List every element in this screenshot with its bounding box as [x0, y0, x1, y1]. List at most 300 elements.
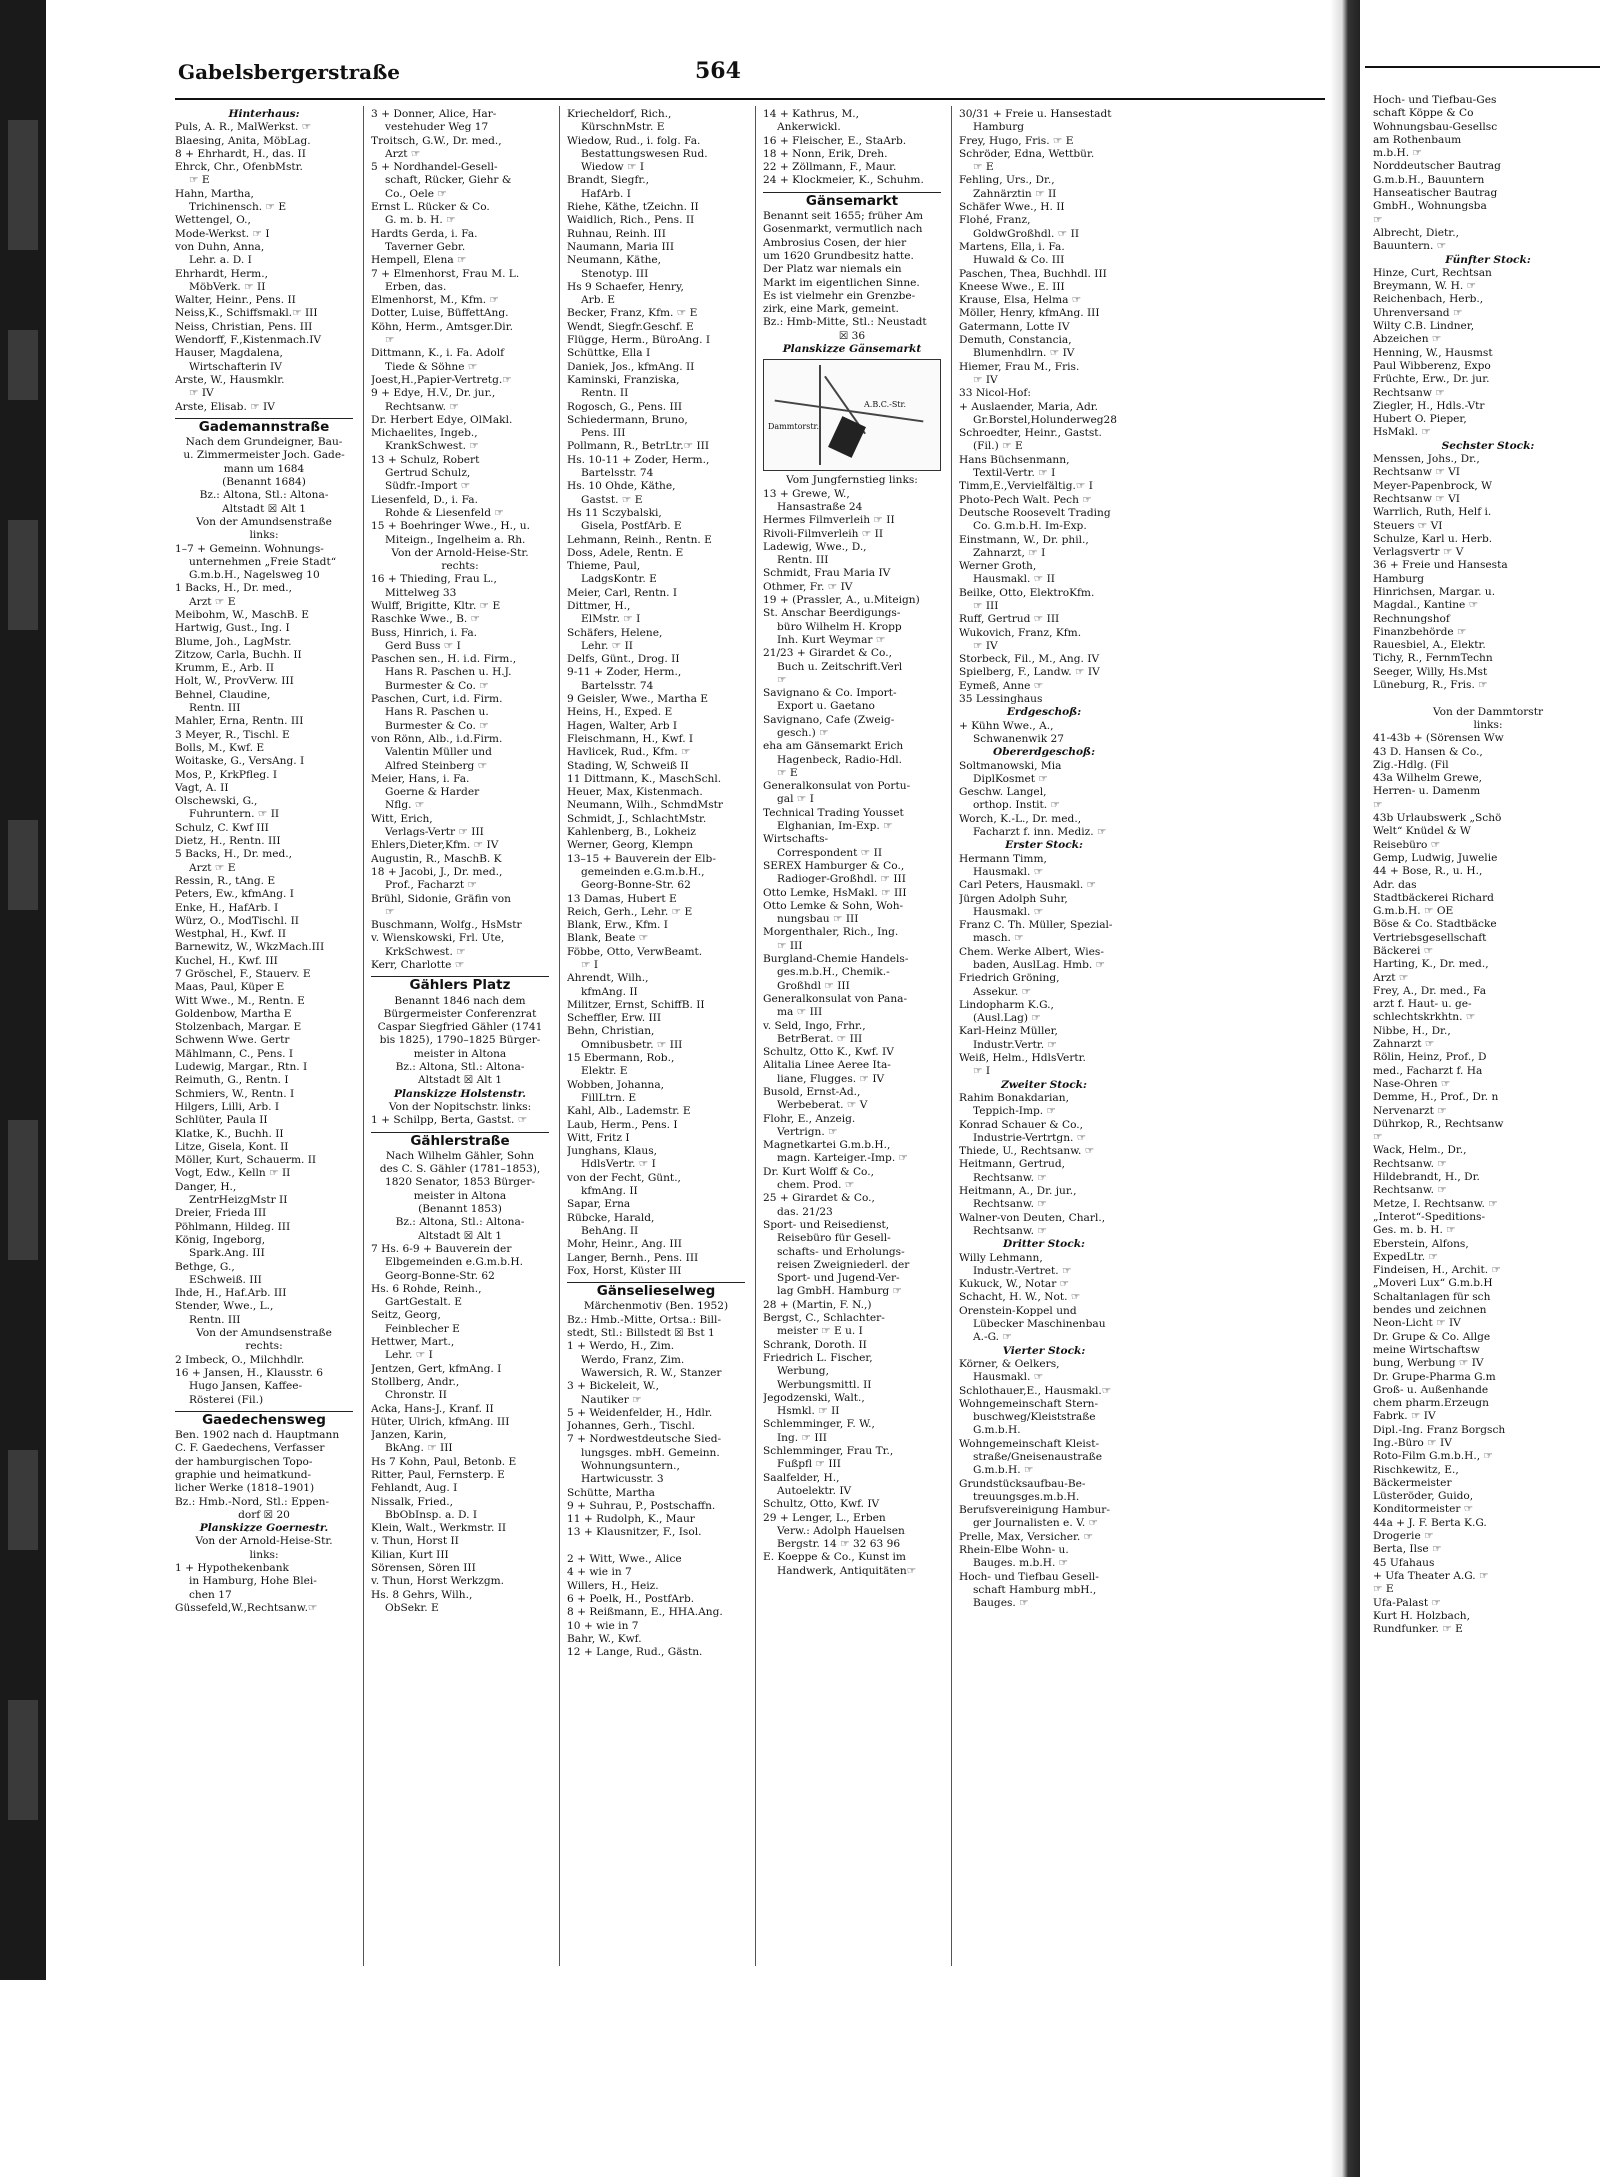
- directory-entry: Correspondent ☞ II: [777, 846, 883, 859]
- directory-entry: Schulze, Karl u. Herb.: [1373, 532, 1493, 545]
- directory-entry: Hahn, Martha,: [175, 187, 254, 200]
- directory-entry: Caspar Siegfried Gähler (1741: [377, 1021, 543, 1034]
- directory-entry: Hilgers, Lilli, Arb. I: [175, 1100, 280, 1113]
- directory-entry: ZentrHeizgMstr II: [189, 1194, 288, 1207]
- directory-entry: 2 Imbeck, O., Milchhdlr.: [175, 1353, 305, 1366]
- directory-entry: GmbH., Wohnungsba: [1373, 200, 1487, 213]
- directory-entry: Abzeichen ☞: [1373, 333, 1442, 346]
- directory-entry: Nibbe, H., Dr.,: [1373, 1024, 1451, 1037]
- directory-entry: Hs. 10 Ohde, Käthe,: [567, 480, 676, 493]
- directory-entry: Martens, Ella, i. Fa.: [959, 240, 1065, 253]
- directory-entry: Hs 9 Schaefer, Henry,: [567, 280, 684, 293]
- directory-entry: Bz.: Altona, Stl.: Altona-: [199, 489, 329, 502]
- directory-entry: Demme, H., Prof., Dr. n: [1373, 1091, 1499, 1104]
- directory-entry: Kahl, Alb., Lademstr. E: [567, 1105, 691, 1118]
- directory-entry: Bartelsstr. 74: [581, 679, 654, 692]
- directory-entry: Paschen, Curt, i.d. Firm.: [371, 693, 503, 706]
- directory-entry: Neiss,K., Schiffsmakl.☞ III: [175, 307, 318, 320]
- directory-entry: Gerd Buss ☞ I: [385, 639, 461, 652]
- directory-entry: Altstadt ☒ Alt 1: [418, 1074, 502, 1087]
- directory-entry: KrkSchwest. ☞: [385, 945, 466, 958]
- directory-entry: 13 + Klausnitzer, F., Isol.: [567, 1526, 702, 1539]
- directory-entry: Vom Jungfernstieg links:: [786, 474, 918, 487]
- directory-entry: Ressin, R., tAng. E: [175, 874, 276, 887]
- directory-entry: Zahnärztin ☞ II: [973, 187, 1057, 200]
- directory-entry: Co., Oele ☞: [385, 187, 447, 200]
- directory-entry: Wohngemeinschaft Kleist-: [959, 1437, 1100, 1450]
- directory-entry: St. Anschar Beerdigungs-: [763, 607, 901, 620]
- directory-entry: Saalfelder, H.,: [763, 1471, 840, 1484]
- directory-entry: Savignano & Co. Import-: [763, 687, 897, 700]
- directory-entry: Föbbe, Otto, VerwBeamt.: [567, 945, 703, 958]
- directory-entry: Textil-Vertr. ☞ I: [973, 467, 1056, 480]
- directory-entry: Verlagsvertr ☞ V: [1373, 546, 1464, 559]
- directory-entry: Elektr. E: [581, 1065, 628, 1078]
- directory-entry: kfmAng. II: [581, 985, 638, 998]
- directory-entry: Von der Arnold-Heise-Str.: [195, 1535, 333, 1548]
- directory-entry: Bz.: Hmb.-Mitte, Ortsa.: Bill-: [567, 1313, 722, 1326]
- directory-entry: Witt, Erich,: [371, 812, 433, 825]
- directory-entry: Groß- u. Außenhande: [1373, 1383, 1489, 1396]
- directory-entry: Dr. Grupe-Pharma G.m: [1373, 1370, 1496, 1383]
- directory-entry: schaft Köppe & Co: [1373, 107, 1474, 120]
- directory-entry: Wendorff, F.,Kistenmach.IV: [175, 334, 322, 347]
- directory-entry: Von der Dammtorstr: [1432, 705, 1544, 718]
- directory-entry: [567, 1540, 745, 1553]
- directory-entry: Hüter, Ulrich, kfmAng. III: [371, 1415, 510, 1428]
- directory-entry: Werner Groth,: [959, 560, 1037, 573]
- directory-entry: 5 + Nordhandel-Gesell-: [371, 161, 498, 174]
- directory-entry: meister in Altona: [413, 1189, 507, 1202]
- directory-entry: schlechtskrkhtn. ☞: [1373, 1011, 1476, 1024]
- directory-entry: masch. ☞: [973, 932, 1024, 945]
- directory-entry: Rentn. III: [777, 554, 829, 567]
- directory-entry: Vertriebsgesellschaft: [1373, 931, 1487, 944]
- directory-entry: Chronstr. II: [385, 1389, 447, 1402]
- directory-entry: licher Werke (1818–1901): [175, 1482, 315, 1495]
- directory-entry: Buschmann, Wolfg., HsMstr: [371, 919, 522, 932]
- directory-entry: Dittmer, H.,: [567, 599, 631, 612]
- street-heading: Gählerstraße: [371, 1132, 549, 1148]
- directory-entry: ☞ I: [581, 959, 599, 971]
- next-page-fragment: [1365, 0, 1600, 2177]
- directory-entry: Liesenfeld, D., i. Fa.: [371, 493, 478, 506]
- directory-entry: ☞: [385, 334, 395, 347]
- directory-entry: Rechtsanw ☞: [1373, 386, 1445, 399]
- directory-entry: Reisebüro ☞: [1373, 838, 1441, 851]
- directory-entry: Stading, W, Schweiß II: [567, 759, 689, 772]
- directory-entry: u. Zimmermeister Joch. Gade-: [183, 449, 345, 462]
- directory-entry: Nautiker ☞: [581, 1393, 642, 1406]
- directory-entry: Welt“ Knüdel & W: [1373, 825, 1471, 838]
- directory-entry: 3 Meyer, R., Tischl. E: [175, 728, 290, 741]
- directory-entry: m.b.H. ☞: [1373, 147, 1423, 160]
- next-page-column: [1373, 94, 1600, 1924]
- directory-entry: ☞: [1373, 798, 1383, 811]
- directory-entry: 6 + Poelk, H., PostfArb.: [567, 1592, 695, 1605]
- directory-entry: Bz.: Hmb-Mitte, Stl.: Neustadt: [763, 316, 927, 329]
- directory-entry: Wirtschafterin IV: [189, 360, 282, 373]
- directory-entry: Omnibusbetr. ☞ III: [581, 1038, 683, 1051]
- directory-entry: Neumann, Wilh., SchmdMstr: [567, 799, 723, 812]
- directory-entry: Finanzbehörde ☞: [1373, 625, 1467, 638]
- directory-entry: dorf ☒ 20: [238, 1508, 290, 1521]
- directory-entry: 14 + Kathrus, M.,: [763, 108, 860, 120]
- directory-entry: ☞: [385, 905, 395, 918]
- directory-entry: Pöhlmann, Hildeg. III: [175, 1220, 291, 1233]
- directory-entry: Becker, Franz, Kfm. ☞ E: [567, 307, 698, 320]
- directory-entry: Gertrud Schulz,: [385, 467, 471, 480]
- directory-entry: BetrBerat. ☞ III: [777, 1032, 863, 1045]
- directory-entry: Chem. Werke Albert, Wies-: [959, 945, 1104, 958]
- directory-entry: Joest,H.,Papier-Vertretg.☞: [371, 373, 512, 386]
- directory-entry: Rohde & Liesenfeld ☞: [385, 506, 504, 519]
- directory-entry: Facharzt f. inn. Mediz. ☞: [973, 826, 1107, 839]
- directory-entry: Werner, Georg, Klempn: [567, 839, 693, 852]
- directory-entry: Rentn. III: [189, 1313, 241, 1326]
- directory-entry: Drogerie ☞: [1373, 1530, 1434, 1543]
- directory-entry: schaft, Rücker, Giehr &: [385, 174, 512, 187]
- directory-entry: Warrlich, Ruth, Helf i.: [1373, 506, 1492, 519]
- column-divider: [951, 106, 952, 1966]
- directory-entry: 36 + Freie und Hansesta: [1373, 559, 1508, 572]
- scan-edge-left: [0, 0, 46, 1980]
- directory-entry: Gr.Borstel,Holunderweg28: [973, 413, 1118, 426]
- directory-entry: (Benannt 1853): [418, 1203, 502, 1216]
- directory-entry: Schmidt, Frau Maria IV: [763, 567, 891, 580]
- directory-entry: Buss, Hinrich, i. Fa.: [371, 626, 478, 639]
- directory-entry: FillLtrn. E: [581, 1091, 637, 1104]
- directory-entry: Schwanenwik 27: [973, 732, 1065, 745]
- directory-entry: Kriecheldorf, Rich.,: [567, 108, 672, 120]
- floor-subheading: Planskizze Holstenstr.: [394, 1087, 526, 1100]
- directory-entry: Raschke Wwe., B. ☞: [371, 613, 481, 626]
- directory-entry: Schüttke, Ella I: [567, 347, 651, 360]
- directory-entry: Ruff, Gertrud ☞ III: [959, 613, 1060, 626]
- directory-entry: Hausmakl. ☞ II: [973, 573, 1055, 586]
- directory-entry: Würz, O., ModTischl. II: [175, 914, 299, 927]
- directory-entry: lag GmbH. Hamburg ☞: [777, 1285, 903, 1298]
- directory-entry: Südfr.-Import ☞: [385, 480, 471, 493]
- directory-entry: BkAng. ☞ III: [385, 1442, 453, 1455]
- directory-entry: Roto-Film G.m.b.H., ☞: [1373, 1450, 1493, 1463]
- directory-entry: Schulz, C. Kwf III: [175, 821, 269, 834]
- directory-entry: Alfred Steinberg ☞: [385, 759, 488, 772]
- directory-entry: Ambrosius Cosen, der hier: [763, 236, 907, 249]
- directory-entry: Werbung,: [777, 1365, 829, 1378]
- directory-entry: 9 + Edye, H.V., Dr. jur.,: [371, 387, 496, 400]
- directory-entry: Brandt, Siegfr.,: [567, 174, 650, 187]
- directory-entry: Thiede, U., Rechtsanw. ☞: [959, 1145, 1095, 1158]
- directory-entry: „Interot“-Speditions-: [1373, 1210, 1486, 1223]
- directory-entry: Walner-von Deuten, Charl.,: [959, 1211, 1106, 1224]
- directory-entry: C. F. Gaedechens, Verfasser: [175, 1442, 325, 1455]
- directory-entry: Zig.-Hdlg. (Fil: [1373, 758, 1449, 771]
- directory-entry: 44a + J. F. Berta K.G.: [1373, 1516, 1487, 1529]
- directory-entry: Inh. Kurt Weymar ☞: [777, 633, 886, 646]
- directory-entry: gal ☞ I: [777, 793, 814, 806]
- directory-entry: Werbeberat. ☞ V: [777, 1099, 868, 1112]
- directory-entry: Wohngemeinschaft Stern-: [959, 1397, 1099, 1410]
- directory-entry: Seeger, Willy, Hs.Mst: [1373, 665, 1488, 678]
- directory-entry: Dreier, Frieda III: [175, 1207, 267, 1220]
- directory-entry: GartGestalt. E: [385, 1296, 462, 1309]
- directory-entry: Langer, Bernh., Pens. III: [567, 1251, 699, 1264]
- directory-entry: 44 + Bose, R., u. H.,: [1373, 865, 1483, 878]
- directory-entry: 13 Damas, Hubert E: [567, 892, 677, 905]
- directory-entry: Rentn. II: [581, 387, 629, 400]
- directory-entry: Barnewitz, W., WkzMach.III: [175, 941, 325, 954]
- directory-entry: Wobben, Johanna,: [567, 1078, 665, 1091]
- directory-entry: Paschen, Thea, Buchhdl. III: [959, 267, 1107, 280]
- directory-entry: Stender, Wwe., L.,: [175, 1300, 274, 1313]
- directory-entry: Woitaske, G., VersAng. I: [175, 755, 305, 768]
- directory-entry: Buch u. Zeitschrift.Verl: [777, 660, 903, 673]
- floor-subheading: Zweiter Stock:: [1001, 1078, 1087, 1091]
- directory-entry: Dotter, Luise, BüffettAng.: [371, 307, 509, 320]
- directory-entry: 5 Backs, H., Dr. med.,: [175, 848, 293, 861]
- sketch-square: [828, 416, 866, 458]
- directory-entry: Dittmann, K., i. Fa. Adolf: [371, 347, 505, 360]
- directory-entry: Junghans, Klaus,: [567, 1145, 658, 1158]
- directory-entry: Rivoli-Filmverleih ☞ II: [763, 527, 884, 540]
- directory-entry: Von der Arnold-Heise-Str.: [391, 546, 529, 559]
- directory-entry: orthop. Instit. ☞: [973, 799, 1060, 812]
- directory-entry: ☞ E: [973, 161, 994, 174]
- directory-entry: Rübcke, Harald,: [567, 1211, 655, 1224]
- directory-entry: Blank, Beate ☞: [567, 932, 649, 945]
- directory-entry: Michaelites, Ingeb.,: [371, 427, 478, 440]
- directory-entry: Stollberg, Andr.,: [371, 1375, 460, 1388]
- street-heading: Gaedechensweg: [175, 1411, 353, 1427]
- directory-entry: Fuhruntern. ☞ II: [189, 808, 280, 821]
- directory-entry: 35 Lessinghaus: [959, 693, 1043, 706]
- directory-entry: HafArb. I: [581, 187, 631, 200]
- directory-entry: Wendt, Siegfr.Geschf. E: [567, 320, 694, 333]
- directory-entry: Worch, K.-L., Dr. med.,: [959, 812, 1082, 825]
- directory-entry: Thieme, Paul,: [567, 560, 641, 573]
- directory-entry: Hauser, Magdalena,: [175, 347, 283, 360]
- directory-entry: 2 + Witt, Wwe., Alice: [567, 1553, 682, 1566]
- directory-entry: Karl-Heinz Müller,: [959, 1025, 1058, 1038]
- directory-entry: 13 + Schulz, Robert: [371, 453, 480, 466]
- directory-entry: Wack, Helm., Dr.,: [1373, 1144, 1467, 1157]
- directory-entry: Burgland-Chemie Handels-: [763, 953, 909, 966]
- directory-entry: Naumann, Maria III: [567, 240, 675, 253]
- floor-subheading: Vierter Stock:: [1002, 1344, 1086, 1357]
- page-header: [175, 58, 1325, 100]
- directory-entry: 43b Urlaubswerk „Schö: [1373, 812, 1502, 825]
- directory-entry: Meyer-Papenbrock, W: [1373, 479, 1493, 492]
- directory-entry: LadgsKontr. E: [581, 573, 657, 586]
- directory-entry: 5 + Weidenfelder, H., Hdlr.: [567, 1406, 713, 1419]
- directory-entry: 13–15 + Bauverein der Elb-: [567, 852, 716, 865]
- directory-entry: Grundstücksaufbau-Be-: [959, 1477, 1086, 1490]
- directory-entry: Friedrich Gröning,: [959, 972, 1060, 985]
- directory-entry: Pens. III: [581, 427, 626, 440]
- directory-entry: Mos, P., KrkPfleg. I: [175, 768, 278, 781]
- directory-entry: BehAng. II: [581, 1224, 639, 1237]
- directory-entry: Behnel, Claudine,: [175, 688, 271, 701]
- directory-entry: Willy Lehmann,: [959, 1251, 1043, 1264]
- directory-entry: med., Facharzt f. Ha: [1373, 1064, 1483, 1077]
- directory-entry: A.-G. ☞: [973, 1331, 1012, 1344]
- directory-entry: 3 + Bickeleit, W.,: [567, 1380, 659, 1393]
- directory-entry: Bz.: Altona, Stl.: Altona-: [395, 1061, 525, 1074]
- directory-entry: 45 Ufahaus: [1373, 1556, 1435, 1569]
- directory-entry: ☞ E: [1373, 1583, 1394, 1596]
- directory-entry: Menssen, Johs., Dr.,: [1373, 453, 1480, 466]
- directory-entry: Lübecker Maschinenbau: [973, 1318, 1106, 1331]
- directory-entry: Storbeck, Fil., M., Ang. IV: [959, 653, 1100, 666]
- directory-entry: Gisela, PostfArb. E: [581, 520, 682, 533]
- directory-entry: Von der Amundsenstraße: [196, 1327, 332, 1340]
- directory-entry: Schäfers, Helene,: [567, 626, 663, 639]
- directory-entry: bendes und zeichnen: [1373, 1304, 1487, 1317]
- directory-entry: Dr. Herbert Edye, OlMakl.: [371, 413, 513, 426]
- directory-entry: Dipl.-Ing. Franz Borgsch: [1373, 1423, 1506, 1436]
- directory-entry: Einstmann, W., Dr. phil.,: [959, 533, 1089, 546]
- directory-entry: Kneese Wwe., E. III: [959, 280, 1065, 293]
- directory-entry: Mittelweg 33: [385, 586, 457, 599]
- directory-entry: Kurt H. Holzbach,: [1373, 1609, 1470, 1622]
- directory-entry: Otto Lemke, HsMakl. ☞ III: [763, 886, 907, 899]
- directory-entry: Verlags-Vertr ☞ III: [385, 826, 484, 839]
- directory-entry: Demuth, Constancia,: [959, 334, 1072, 347]
- directory-entry: Riehe, Käthe, tZeichn. II: [567, 201, 699, 214]
- directory-entry: Peters, Ew., kfmAng. I: [175, 888, 294, 901]
- directory-entry: G. m. b. H. ☞: [385, 214, 456, 227]
- directory-entry: Ritter, Paul, Fernsterp. E: [371, 1468, 505, 1481]
- directory-entry: 9 Geisler, Wwe., Martha E: [567, 693, 709, 706]
- directory-entry: Schröder, Edna, Wettbür.: [959, 147, 1095, 160]
- directory-entry: 16 + Thieding, Frau L.,: [371, 573, 497, 586]
- directory-entry: Radioger-Großhdl. ☞ III: [777, 873, 906, 886]
- directory-entry: graphie und heimatkund-: [175, 1468, 312, 1481]
- directory-entry: „Moveri Lux“ G.m.b.H: [1373, 1277, 1493, 1290]
- directory-entry: Dührkop, R., Rechtsanw: [1373, 1117, 1504, 1130]
- directory-entry: Havlicek, Rud., Kfm. ☞: [567, 746, 691, 759]
- directory-entry: Mode-Werkst. ☞ I: [175, 227, 270, 240]
- directory-entry: Delfs, Günt., Drog. II: [567, 653, 680, 666]
- directory-entry: Altstadt ☒ Alt 1: [222, 502, 306, 515]
- directory-entry: 21/23 + Girardet & Co.,: [763, 647, 892, 660]
- directory-entry: Hans Büchsenmann,: [959, 453, 1070, 466]
- directory-entry: Export u. Gaetano: [777, 700, 875, 713]
- directory-entry: Flohé, Franz,: [959, 214, 1031, 227]
- directory-entry: Danger, H.,: [175, 1180, 237, 1193]
- directory-entry: Bäckerei ☞: [1373, 945, 1434, 957]
- directory-entry: Hinze, Curt, Rechtsan: [1373, 266, 1492, 279]
- directory-entry: v. Seld, Ingo, Frhr.,: [763, 1019, 866, 1032]
- directory-entry: Stenotyp. III: [581, 267, 649, 280]
- directory-entry: Geschw. Langel,: [959, 786, 1047, 799]
- directory-entry: [1373, 692, 1600, 705]
- directory-entry: Märchenmotiv (Ben. 1952): [583, 1300, 729, 1313]
- directory-entry: Ehrhardt, Herm.,: [175, 267, 268, 280]
- directory-entry: v. Wienskowski, Frl. Ute,: [371, 932, 505, 945]
- directory-entry: Augustin, R., MaschB. K: [371, 852, 502, 865]
- directory-entry: Industrie-Vertrtgn. ☞: [973, 1131, 1087, 1144]
- directory-entry: Wawersich, R. W., Stanzer: [581, 1366, 722, 1379]
- floor-subheading: Sechster Stock:: [1441, 439, 1535, 452]
- directory-entry: Rechtsanw. ☞: [973, 1224, 1047, 1237]
- directory-entry: Arzt ☞: [385, 147, 421, 160]
- directory-entry: Photo-Pech Walt. Pech ☞: [959, 493, 1092, 506]
- directory-entry: Wirtschafts-: [763, 833, 829, 846]
- directory-entry: 15 + Boehringer Wwe., H., u.: [371, 520, 530, 533]
- column-4: [763, 108, 941, 1968]
- directory-entry: Pollmann, R., BetrLtr.☞ III: [567, 440, 710, 453]
- directory-entry: Zitzow, Carla, Buchh. II: [175, 648, 302, 661]
- directory-entry: Fehling, Urs., Dr.,: [959, 174, 1055, 187]
- directory-entry: Seitz, Georg,: [371, 1309, 441, 1322]
- directory-entry: 4 + wie in 7: [567, 1566, 632, 1579]
- directory-entry: Es ist vielmehr ein Grenzbe-: [763, 289, 916, 302]
- directory-entry: Flohr, E., Anzeig.: [763, 1112, 856, 1125]
- directory-entry: Dietz, H., Rentn. III: [175, 835, 281, 848]
- directory-entry: 9-11 + Zoder, Herm.,: [567, 666, 682, 679]
- directory-entry: Stadtbäckerei Richard: [1373, 891, 1494, 904]
- directory-entry: Rechtsanw. ☞: [973, 1198, 1047, 1211]
- directory-entry: vestehuder Weg 17: [385, 121, 489, 134]
- floor-subheading: Erster Stock:: [1005, 839, 1083, 852]
- directory-entry: Paschen sen., H. i.d. Firm.,: [371, 653, 517, 666]
- directory-entry: Konrad Schauer & Co.,: [959, 1118, 1084, 1131]
- directory-entry: Industr.Vertr. ☞: [973, 1038, 1057, 1051]
- directory-entry: Norddeutscher Bautrag: [1373, 160, 1501, 173]
- directory-entry: Heitmann, Gertrud,: [959, 1158, 1065, 1171]
- directory-entry: ☞: [1373, 213, 1383, 226]
- directory-entry: Krause, Elsa, Helma ☞: [959, 294, 1082, 307]
- directory-entry: Orenstein-Koppel und: [959, 1304, 1077, 1317]
- directory-entry: Eberstein, Alfons,: [1373, 1237, 1469, 1250]
- directory-entry: Werdo, Franz, Zim.: [581, 1353, 685, 1366]
- directory-entry: links:: [249, 1548, 279, 1561]
- directory-entry: Paul Wibberenz, Expo: [1373, 359, 1491, 372]
- directory-entry: meine Wirtschaftsw: [1373, 1343, 1480, 1356]
- directory-entry: arzt f. Haut- u. ge-: [1373, 998, 1472, 1011]
- directory-entry: Feinblecher E: [385, 1322, 460, 1335]
- directory-entry: Wohnungsuntern.,: [581, 1459, 680, 1472]
- column-2: [371, 108, 549, 1968]
- directory-entry: zirk, eine Mark, gemeint.: [763, 303, 899, 316]
- directory-entry: Brühl, Sidonie, Gräfin von: [371, 892, 511, 905]
- directory-entry: Hamburg: [1373, 572, 1425, 585]
- directory-entry: König, Ingeborg,: [175, 1233, 266, 1246]
- directory-entry: ger Journalisten e. V. ☞: [973, 1517, 1099, 1530]
- directory-entry: schaft Hamburg mbH.,: [973, 1583, 1097, 1596]
- directory-entry: Bz.: Altona, Stl.: Altona-: [395, 1216, 525, 1229]
- directory-entry: Friedrich L. Fischer,: [763, 1351, 873, 1364]
- directory-entry: MöbVerk. ☞ II: [189, 280, 266, 293]
- directory-entry: Bergst, C., Schlachter-: [763, 1312, 885, 1325]
- directory-entry: Schaltanlagen für sch: [1373, 1290, 1491, 1303]
- directory-entry: Rechtsanw. ☞: [1373, 1157, 1447, 1170]
- directory-entry: 10 + wie in 7: [567, 1619, 639, 1632]
- directory-entry: Wohnungsbau-Gesellsc: [1373, 120, 1498, 133]
- directory-entry: Hartwicusstr. 3: [581, 1473, 664, 1486]
- directory-entry: Jegodzenski, Walt.,: [763, 1391, 865, 1404]
- directory-entry: KrankSchwest. ☞: [385, 440, 479, 453]
- directory-entry: Hartwig, Gust., Ing. I: [175, 622, 290, 635]
- directory-entry: Mählmann, C., Pens. I: [175, 1047, 294, 1060]
- directory-entry: nungsbau ☞ III: [777, 913, 859, 926]
- directory-entry: Gastst. ☞ E: [581, 493, 643, 506]
- directory-entry: Technical Trading Yousset: [763, 806, 904, 819]
- directory-entry: links:: [249, 529, 279, 542]
- sketch-road: [819, 365, 821, 465]
